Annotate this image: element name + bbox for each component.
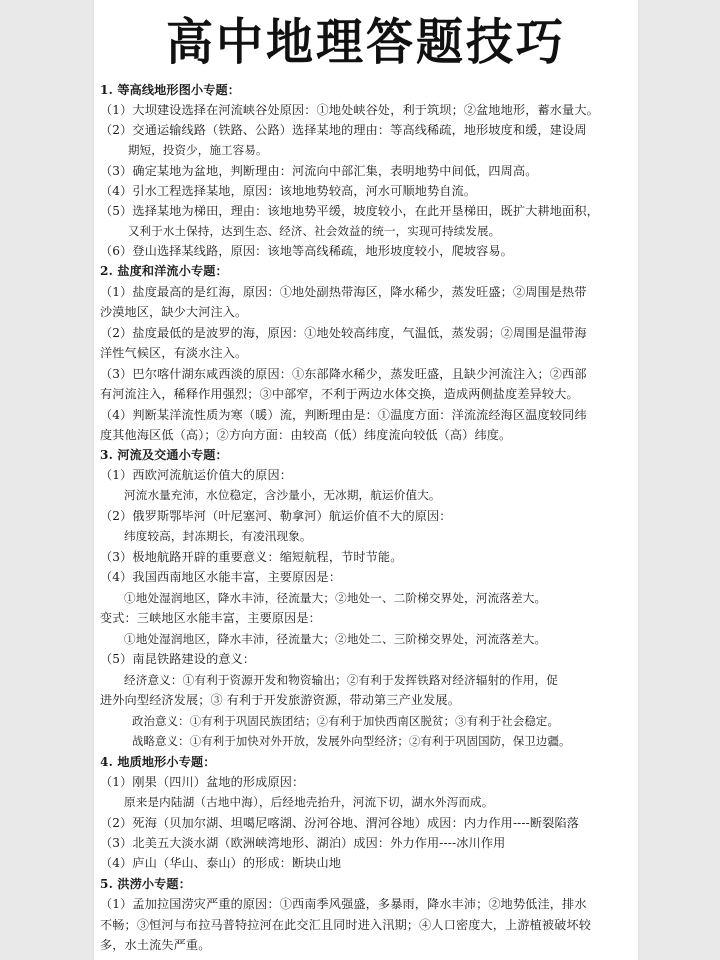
- text-line: 不畅；③恒河与布拉马普特拉河在此交汇且同时进入汛期；④人口密度大，上游植被破坏较: [100, 918, 592, 932]
- text-line: （3）极地航路开辟的重要意义：缩短航程，节时节能。: [100, 550, 403, 564]
- text-line: （2）交通运输线路（铁路、公路）选择某地的理由：等高线稀疏，地形坡度和缓，建设周: [100, 123, 587, 137]
- text-line: （1）盐度最高的是红海，原因：①地处副热带海区，降水稀少，蒸发旺盛；②周围是热带: [100, 285, 587, 299]
- text-line: （2）盐度最低的是波罗的海，原因：①地处较高纬度，气温低，蒸发弱；②周围是温带海: [100, 326, 587, 340]
- text-line: 变式：三峡地区水能丰富，主要原因是：: [100, 611, 321, 625]
- text-line: 原来是内陆湖（古地中海），后经地壳抬升，河流下切，湖水外泻而成。: [124, 795, 494, 809]
- text-line: 洋性气候区，有淡水注入。: [100, 346, 248, 360]
- text-line: （1）大坝建设选择在河流峡谷处原因：①地处峡谷处，利于筑坝；②盆地地形，蓄水量大。: [100, 103, 599, 117]
- text-line: 经济意义：①有利于资源开发和物资输出；②有利于发挥铁路对经济辐射的作用，促: [124, 673, 558, 687]
- text-line: ①地处湿润地区，降水丰沛，径流量大；②地处二、三阶梯交界处，河流落差大。: [124, 632, 547, 646]
- section-heading-salinity: 2. 盐度和洋流小专题：: [100, 264, 228, 278]
- text-line: （6）登山选择某线路，原因：该地等高线稀疏，地形坡度较小，爬坡容易。: [100, 244, 513, 258]
- page-title: 高中地理答题技巧: [166, 13, 566, 72]
- text-line: （4）引水工程选择某地，原因：该地地势较高，河水可顺地势自流。: [100, 184, 477, 198]
- text-line: 有河流注入，稀释作用强烈；③中部窄，不利于两边水体交换，造成两侧盐度差异较大。: [100, 387, 579, 401]
- text-line: 纬度较高，封冻期长，有凌汛现象。: [124, 529, 312, 543]
- text-line: 度其他海区低（高）；②方向方面：由较高（低）纬度流向较低（高）纬度。: [100, 428, 512, 442]
- text-line: 多，水土流失严重。: [100, 938, 211, 952]
- text-line: 沙漠地区，缺少大河注入。: [100, 305, 248, 319]
- text-line: （1）刚果（四川）盆地的形成原因：: [100, 775, 305, 789]
- text-line: （1）孟加拉国涝灾严重的原因：①西南季风强盛，多暴雨，降水丰沛；②地势低洼，排水: [100, 897, 587, 911]
- section-heading-contour: 1. 等高线地形图小专题：: [100, 83, 241, 97]
- text-line: （4）判断某洋流性质为寒（暖）流，判断理由是：①温度方面：洋流流经海区温度较同纬: [100, 408, 587, 422]
- document-page: [94, 0, 638, 960]
- text-line: （3）巴尔喀什湖东咸西淡的原因：①东部降水稀少，蒸发旺盛，且缺少河流注入；②西部: [100, 367, 587, 381]
- text-line: 期短，投资少，施工容易。: [128, 143, 268, 157]
- text-line: （1）西欧河流航运价值大的原因：: [100, 468, 292, 482]
- text-line: （5）选择某地为梯田，理由：该地地势平缓，坡度较小，在此开垦梯田，既扩大耕地面积，: [100, 204, 599, 218]
- text-line: （4）我国西南地区水能丰富，主要原因是：: [100, 570, 342, 584]
- text-line: （3）北美五大淡水湖（欧洲峡湾地形、湖泊）成因：外力作用----冰川作用: [100, 836, 506, 850]
- text-line: 又利于水土保持，达到生态、经济、社会效益的统一，实现可持续发展。: [128, 224, 501, 238]
- section-heading-rivers: 3. 河流及交通小专题：: [100, 448, 228, 462]
- text-line: （3）确定某地为盆地，判断理由：河流向中部汇集，表明地势中间低，四周高。: [100, 164, 538, 178]
- text-line: 河流水量充沛，水位稳定，含沙量小，无冰期，航运价值大。: [124, 488, 441, 502]
- text-line: （2）俄罗斯鄂毕河（叶尼塞河、勒拿河）航运价值不大的原因：: [100, 509, 452, 523]
- section-heading-geology: 4. 地质地形小专题：: [100, 755, 216, 769]
- text-line: （2）死海（贝加尔湖、坦噶尼喀湖、汾河谷地、渭河谷地）成因：内力作用----断裂陷落: [100, 816, 580, 830]
- text-line: （5）南昆铁路建设的意义：: [100, 652, 256, 666]
- text-line: ①地处湿润地区，降水丰沛，径流量大；②地处一、二阶梯交界处，河流落差大。: [124, 591, 547, 605]
- section-heading-floods: 5. 洪涝小专题：: [100, 877, 191, 891]
- text-line: （4）庐山（华山、泰山）的形成：断块山地: [100, 856, 342, 870]
- text-line: 进外向型经济发展；③ 有利于开发旅游资源，带动第三产业发展。: [100, 693, 460, 707]
- text-line: 战略意义：①有利于加快对外开放，发展外向型经济；②有利于巩固国防，保卫边疆。: [132, 734, 571, 748]
- text-line: 政治意义：①有利于巩固民族团结；②有利于加快西南区脱贫；③有利于社会稳定。: [132, 714, 560, 728]
